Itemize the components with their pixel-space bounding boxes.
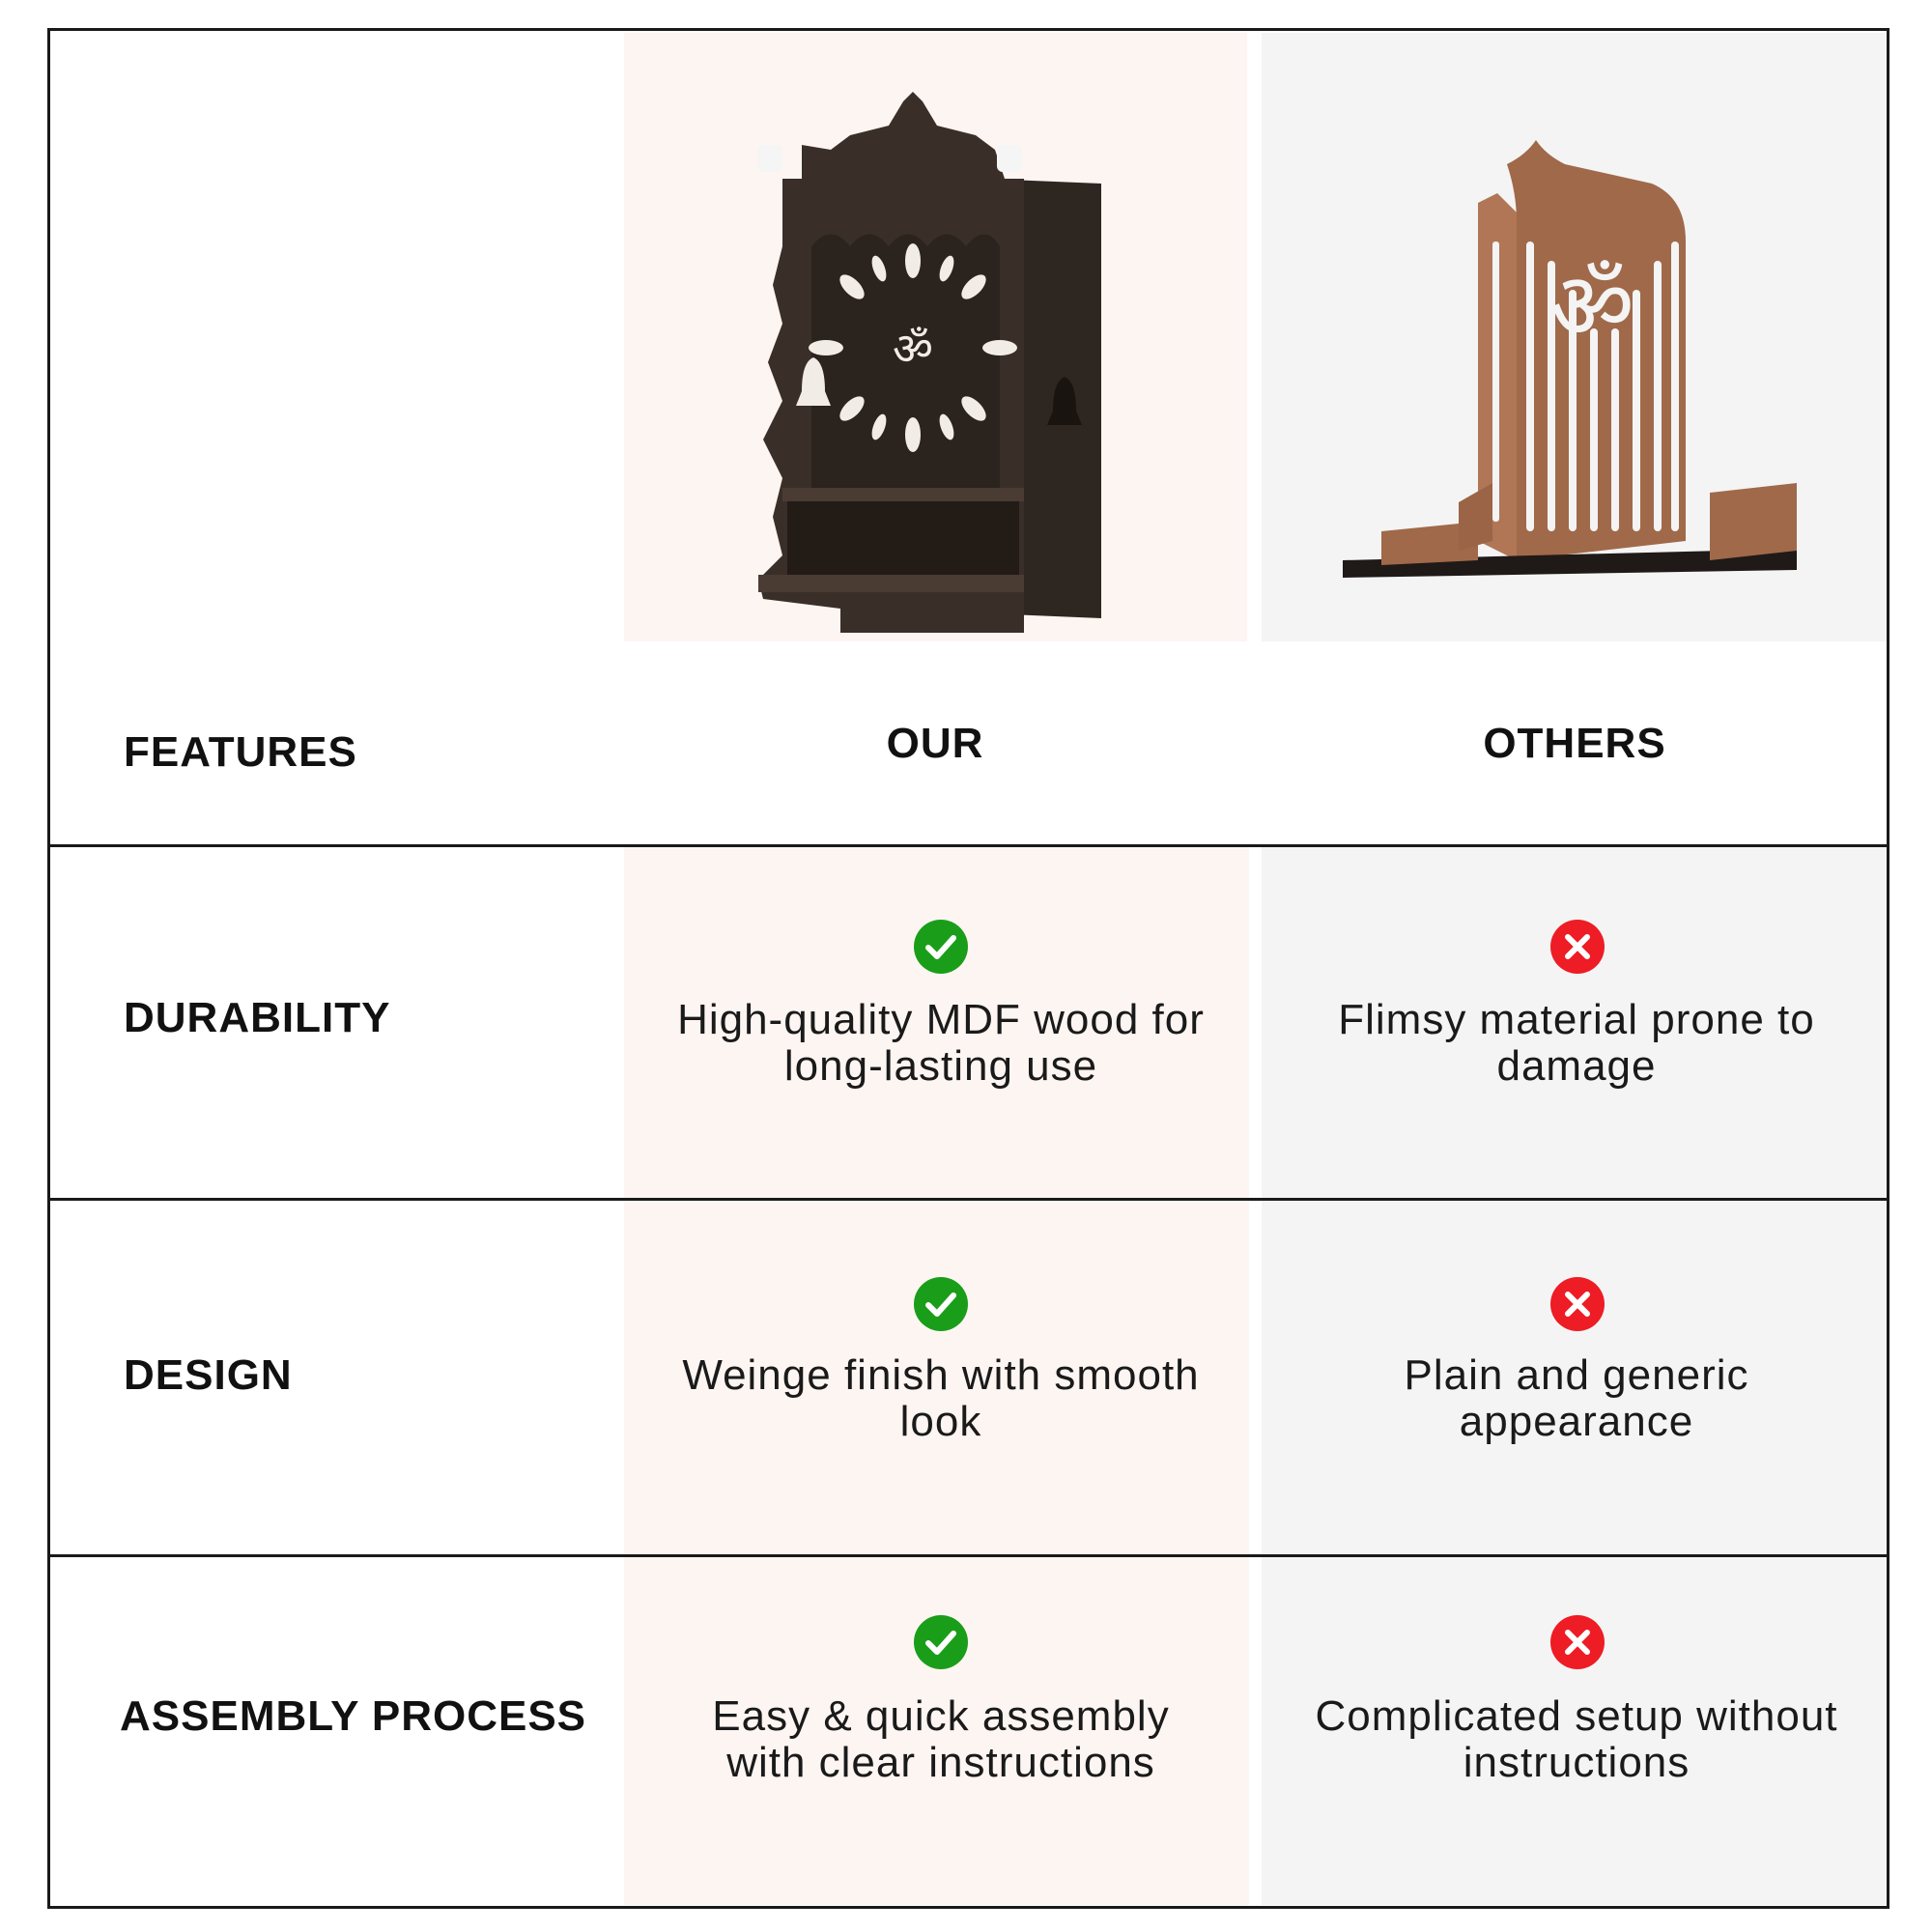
- feature-durability: DURABILITY: [124, 994, 391, 1041]
- text-line: Easy & quick assembly: [712, 1692, 1170, 1740]
- our-product-image: [744, 92, 1111, 633]
- design-others-text: [1267, 1352, 1886, 1445]
- text-line: with clear instructions: [726, 1739, 1155, 1786]
- row-divider: [47, 1198, 1889, 1201]
- row-divider: [47, 844, 1889, 847]
- svg-text:ॐ: ॐ: [893, 323, 933, 375]
- durability-our-text: [632, 997, 1250, 1090]
- feature-design: DESIGN: [124, 1351, 293, 1399]
- text-line: damage: [1496, 1042, 1657, 1090]
- text-line: instructions: [1463, 1739, 1690, 1786]
- durability-others-text: [1267, 997, 1886, 1090]
- text-line: look: [899, 1398, 982, 1445]
- text-line: Flimsy material prone to: [1338, 996, 1815, 1043]
- text-line: Weinge finish with smooth: [682, 1351, 1200, 1399]
- cross-icon: [1549, 1614, 1605, 1670]
- others-column-header: OTHERS: [1483, 720, 1666, 767]
- features-header: FEATURES: [124, 728, 357, 776]
- svg-text:ॐ: ॐ: [1549, 252, 1634, 360]
- check-icon: [913, 1614, 969, 1670]
- text-line: Complicated setup without: [1315, 1692, 1838, 1740]
- assembly-our-text: [632, 1693, 1250, 1786]
- check-icon: [913, 919, 969, 975]
- cross-icon: [1549, 919, 1605, 975]
- our-column-header: OUR: [886, 720, 984, 767]
- row-divider: [47, 1554, 1889, 1557]
- text-line: Plain and generic: [1404, 1351, 1749, 1399]
- text-line: appearance: [1459, 1398, 1694, 1445]
- text-line: High-quality MDF wood for: [677, 996, 1205, 1043]
- others-product-image: [1333, 135, 1835, 580]
- design-our-text: [632, 1352, 1250, 1445]
- text-line: long-lasting use: [783, 1042, 1098, 1090]
- check-icon: [913, 1276, 969, 1332]
- cross-icon: [1549, 1276, 1605, 1332]
- assembly-others-text: [1267, 1693, 1886, 1786]
- feature-assembly-process: ASSEMBLY PROCESS: [120, 1692, 587, 1740]
